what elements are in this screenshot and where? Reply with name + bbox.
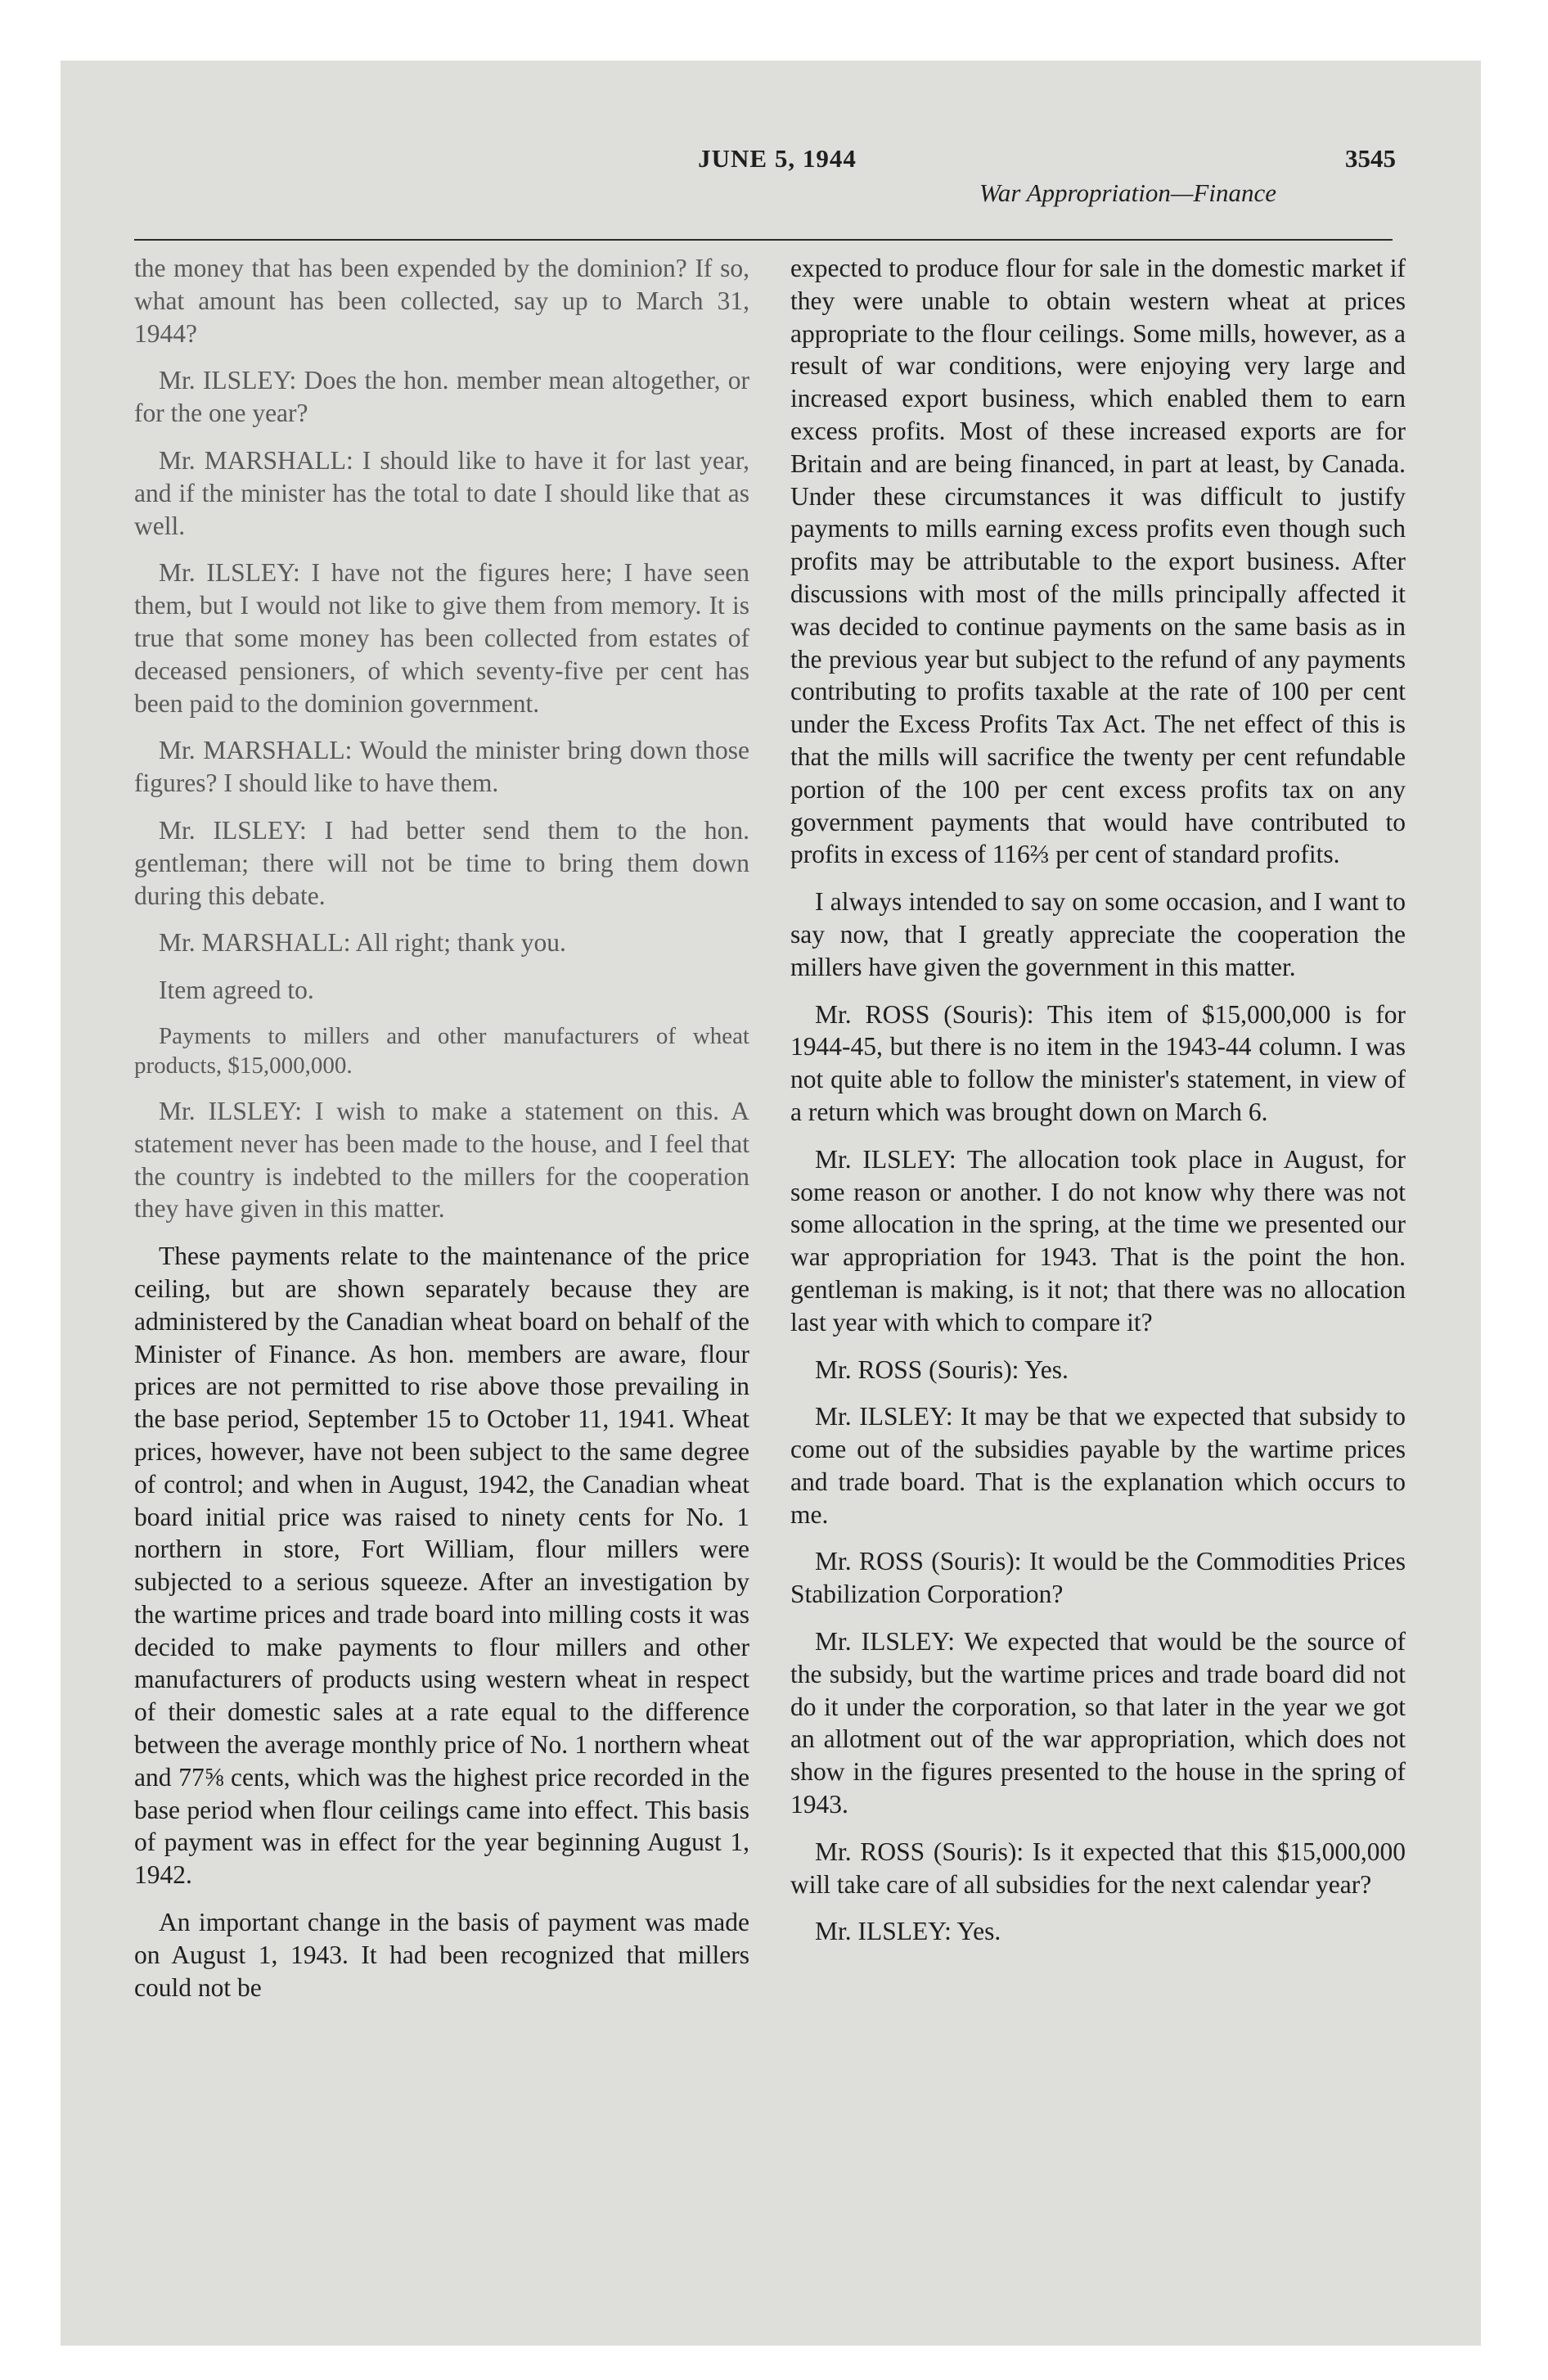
paragraph: An important change in the basis of payment was made on August 1, 1943. It had been recognized that millers could not be <box>134 1908 749 2002</box>
paragraph: Mr. ILSLEY: I have not the figures here; I have seen them, but I would not like to give them from memory. It is true that some money has been collected from estates of deceased pensioners, of which seventy-five per cent has been paid to the dominion government. <box>134 558 749 718</box>
page-number: 3545 <box>1345 144 1396 173</box>
paragraph: Mr. ILSLEY: I wish to make a statement on this. A statement never has been made to the house, and I feel that the country is indebted to the millers for the cooperation they have given in this matter. <box>134 1096 749 1224</box>
paragraph: Mr. ROSS (Souris): It would be the Commodities Prices Stabilization Corporation? <box>790 1547 1406 1609</box>
section-title: War Appropriation—Finance <box>979 178 1276 207</box>
paragraph: Mr. ROSS (Souris): Is it expected that this $15,000,000 will take care of all subsidies for the next calendar year? <box>790 1837 1406 1899</box>
paragraph: Mr. MARSHALL: All right; thank you. <box>159 928 566 958</box>
paragraph: Mr. ROSS (Souris): Yes. <box>815 1355 1069 1384</box>
paragraph: the money that has been expended by the dominion? If so, what amount has been collected, say up to March 31, 1944? <box>134 254 749 348</box>
paragraph: expected to produce flour for sale in the domestic market if they were unable to obtain western wheat at prices appropriate to the flour ceilings. Some mills, however, as a result of war conditions, were enjoying very large and increased export business, which enabled them to earn excess profits. Most of these increased exports are for Britain and are being financed, in part at least, by Canada. Under these circumstances it was difficult to justify payments to mills earning excess profits even though such profits may be attributable to the export business. After discussions with most of the mills principally affected it was decided to continue payments on the same basis as in the previous year but subject to the refund of any payments contributing to profits taxable at the rate of 100 per cent under the Excess Profits Tax Act. The net effect of this is that the mills will sacrifice the twenty per cent refundable portion of the 100 per cent excess profits tax on any government payments that would have contributed to profits in excess of 116⅔ per cent of standard profits. <box>790 254 1406 869</box>
paragraph: Mr. ILSLEY: We expected that would be the source of the subsidy, but the wartime prices and trade board did not do it under the corporation, so that later in the year we got an allotment out of the war appropriation, which does not show in the figures presented to the house in the spring of 1943. <box>790 1627 1406 1819</box>
paragraph: I always intended to say on some occasion, and I want to say now, that I greatly appreciate the cooperation the millers have given the government in this matter. <box>790 887 1406 981</box>
paragraph: Mr. ILSLEY: The allocation took place in August, for some reason or another. I do not know why there was not some allocation in the spring, at the time we presented our war appropriation for 1943. That is the point the hon. gentleman is making, is it not; that there was no allocation last year with which to compare it? <box>790 1144 1406 1336</box>
paragraph: Mr. ILSLEY: Does the hon. member mean altogether, or for the one year? <box>134 366 749 428</box>
appropriation-item: Payments to millers and other manufacturers of wheat products, $15,000,000. <box>134 1022 749 1079</box>
paragraph: Item agreed to. <box>159 976 314 1005</box>
header-rule <box>134 239 1393 241</box>
paragraph: Mr. MARSHALL: Would the minister bring down those figures? I should like to have them. <box>134 736 749 798</box>
left-column <box>134 252 749 2167</box>
paragraph: Mr. ILSLEY: I had better send them to the hon. gentleman; there will not be time to bring them down during this debate. <box>134 815 749 910</box>
paragraph: These payments relate to the maintenance of the price ceiling, but are shown separately because they are administered by the Canadian wheat board on behalf of the Minister of Finance. As hon. members are aware, flour prices are not permitted to rise above those prevailing in the base period, September 15 to October 11, 1941. Wheat prices, however, have not been subject to the same degree of control; and when in August, 1942, the Canadian wheat board initial price was raised to ninety cents for No. 1 northern in store, Fort William, flour millers were subjected to a serious squeeze. After an investigation by the wartime prices and trade board into milling costs it was decided to make payments to flour millers and other manufacturers of products using western wheat in respect of their domestic sales at a rate equal to the difference between the average monthly price of No. 1 northern wheat and 77⅝ cents, which was the highest price recorded in the base period when flour ceilings came into effect. This basis of payment was in effect for the year beginning August 1, 1942. <box>134 1242 749 1890</box>
paragraph: Mr. ILSLEY: Yes. <box>815 1917 1001 1946</box>
paragraph: Mr. ILSLEY: It may be that we expected that subsidy to come out of the subsidies payable by the wartime prices and trade board. That is the explanation which occurs to me. <box>790 1402 1406 1529</box>
paragraph: Mr. MARSHALL: I should like to have it for last year, and if the minister has the total to date I should like that as well. <box>134 445 749 540</box>
paragraph: Mr. ROSS (Souris): This item of $15,000,000 is for 1944-45, but there is no item in the 1943-44 column. I was not quite able to follow the minister's statement, in view of a return which was brought down on March 6. <box>790 999 1406 1126</box>
right-column <box>790 252 1406 2167</box>
header-date: JUNE 5, 1944 <box>698 144 857 173</box>
